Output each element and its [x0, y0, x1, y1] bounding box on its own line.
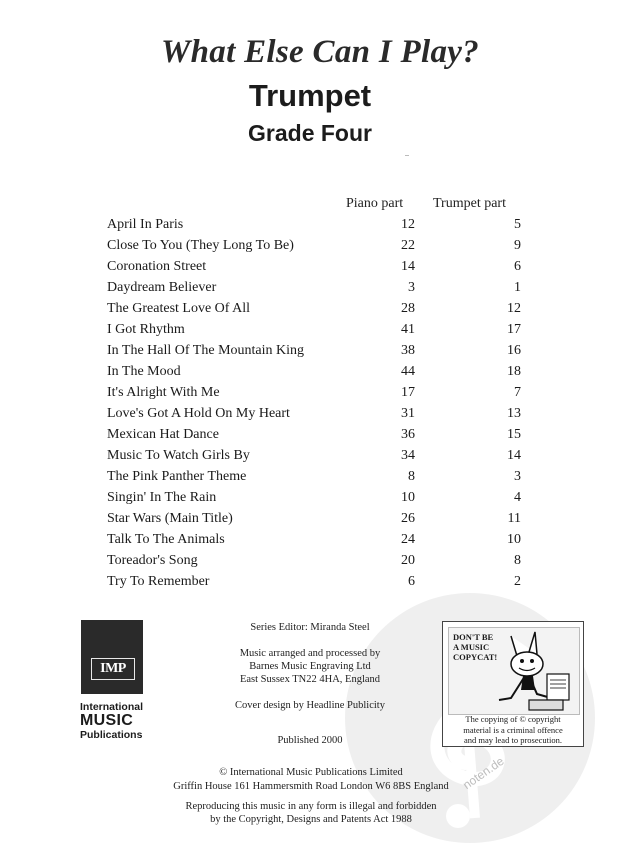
publisher-name-line1: International [80, 701, 144, 713]
piano-page: 31 [401, 406, 415, 421]
contents-row [107, 277, 527, 298]
trumpet-page: 7 [514, 385, 521, 400]
song-title: In The Hall Of The Mountain King [107, 343, 305, 358]
trumpet-page: 16 [507, 343, 521, 358]
contents-row [107, 403, 527, 424]
series-editor: Series Editor: Miranda Steel [250, 622, 370, 633]
trumpet-page: 17 [507, 322, 521, 337]
trumpet-page: 10 [507, 532, 521, 547]
series-title: What Else Can I Play? [160, 34, 479, 70]
song-title: Daydream Believer [107, 280, 217, 295]
contents-row [107, 235, 527, 256]
piano-page: 20 [401, 553, 415, 568]
piano-page: 28 [401, 301, 415, 316]
trumpet-page: 12 [507, 301, 521, 316]
piano-page: 10 [401, 490, 415, 505]
copycat-text-line2: material is a criminal offence [463, 724, 563, 735]
song-title: Close To You (They Long To Be) [107, 238, 294, 253]
copycat-text-line3: and may lead to prosecution. [464, 735, 562, 745]
copycat-cat-icon [489, 628, 579, 714]
legal-notice-line2: by the Copyright, Designs and Patents Act 1988 [210, 814, 412, 825]
contents-row [107, 487, 527, 508]
song-title: The Greatest Love Of All [107, 301, 251, 316]
contents-row [107, 298, 527, 319]
arranged-line2: Barnes Music Engraving Ltd [249, 661, 371, 672]
trumpet-part-header: Trumpet part [433, 196, 506, 211]
song-title: Music To Watch Girls By [107, 448, 250, 463]
contents-row [107, 382, 527, 403]
song-title: Talk To The Animals [107, 532, 225, 547]
arranged-line3: East Sussex TN22 4HA, England [239, 674, 381, 685]
song-title: April In Paris [107, 217, 184, 232]
piano-page: 8 [408, 469, 415, 484]
published-year: Published 2000 [277, 735, 343, 746]
contents-row [107, 550, 527, 571]
copycat-title-line3: COPYCAT! [453, 652, 498, 662]
trumpet-page: 8 [514, 553, 521, 568]
piano-page: 14 [401, 259, 415, 274]
copycat-title-line1: DON'T BE [453, 632, 494, 642]
piano-page: 41 [401, 322, 415, 337]
piano-page: 22 [401, 238, 415, 253]
publisher-name-line2: MUSIC [80, 712, 134, 730]
contents-row [107, 361, 527, 382]
grade-title: Grade Four [248, 120, 372, 146]
contents-row [107, 571, 527, 592]
contents-list [107, 214, 527, 592]
copycat-title-line2: A MUSIC [453, 642, 490, 652]
song-title: Singin' In The Rain [107, 490, 217, 505]
contents-row [107, 319, 527, 340]
piano-page: 38 [401, 343, 415, 358]
contents-row [107, 529, 527, 550]
trumpet-page: 15 [507, 427, 521, 442]
contents-row [107, 445, 527, 466]
trumpet-page: 14 [507, 448, 521, 463]
contents-row [107, 466, 527, 487]
trumpet-page: 4 [514, 490, 521, 505]
trumpet-page: 13 [507, 406, 521, 421]
trumpet-page: 6 [514, 259, 521, 274]
contents-row [107, 508, 527, 529]
piano-page: 3 [408, 280, 415, 295]
copycat-warning-box [442, 621, 584, 747]
piano-part-header: Piano part [346, 196, 404, 211]
contents-row [107, 214, 527, 235]
song-title: Star Wars (Main Title) [107, 511, 233, 526]
song-title: The Pink Panther Theme [107, 469, 247, 484]
trumpet-page: 1 [514, 280, 521, 295]
cover-design: Cover design by Headline Publicity [235, 700, 385, 711]
piano-page: 44 [401, 364, 415, 379]
piano-page: 26 [401, 511, 415, 526]
piano-page: 36 [401, 427, 415, 442]
publisher-name-line3: Publications [80, 728, 143, 741]
legal-notice-line1: Reproducing this music in any form is illegal and forbidden [185, 801, 437, 812]
trumpet-page: 2 [514, 574, 521, 589]
trumpet-page: 9 [514, 238, 521, 253]
piano-page: 24 [401, 532, 415, 547]
trumpet-page: 11 [507, 511, 521, 526]
piano-page: 6 [408, 574, 415, 589]
print-mark [405, 155, 409, 156]
instrument-title: Trumpet [248, 78, 372, 113]
imp-logo [81, 620, 143, 694]
trumpet-page: 5 [514, 217, 521, 232]
song-title: It's Alright With Me [107, 385, 220, 400]
song-title: In The Mood [107, 364, 181, 379]
song-title: I Got Rhythm [107, 322, 185, 337]
song-title: Love's Got A Hold On My Heart [107, 406, 290, 421]
contents-row [107, 340, 527, 361]
piano-page: 17 [401, 385, 415, 400]
song-title: Coronation Street [107, 259, 207, 274]
contents-row [107, 256, 527, 277]
trumpet-page: 18 [507, 364, 521, 379]
copycat-illustration-panel [448, 627, 580, 715]
song-title: Mexican Hat Dance [107, 427, 219, 442]
copyright-line: © International Music Publications Limited [219, 767, 403, 778]
trumpet-page: 3 [514, 469, 521, 484]
publisher-name [80, 702, 150, 741]
contents-row [107, 424, 527, 445]
piano-page: 12 [401, 217, 415, 232]
song-title: Try To Remember [107, 574, 210, 589]
imp-logo-text: IMP [91, 658, 135, 680]
copycat-text [447, 714, 579, 746]
arranged-line1: Music arranged and processed by [239, 648, 381, 659]
song-title: Toreador's Song [107, 553, 198, 568]
piano-page: 34 [401, 448, 415, 463]
publisher-address: Griffin House 161 Hammersmith Road London W6 8BS England [173, 781, 449, 792]
watermark-text: noten.de [460, 753, 507, 793]
copycat-text-line1: The copying of © copyright [465, 714, 561, 724]
